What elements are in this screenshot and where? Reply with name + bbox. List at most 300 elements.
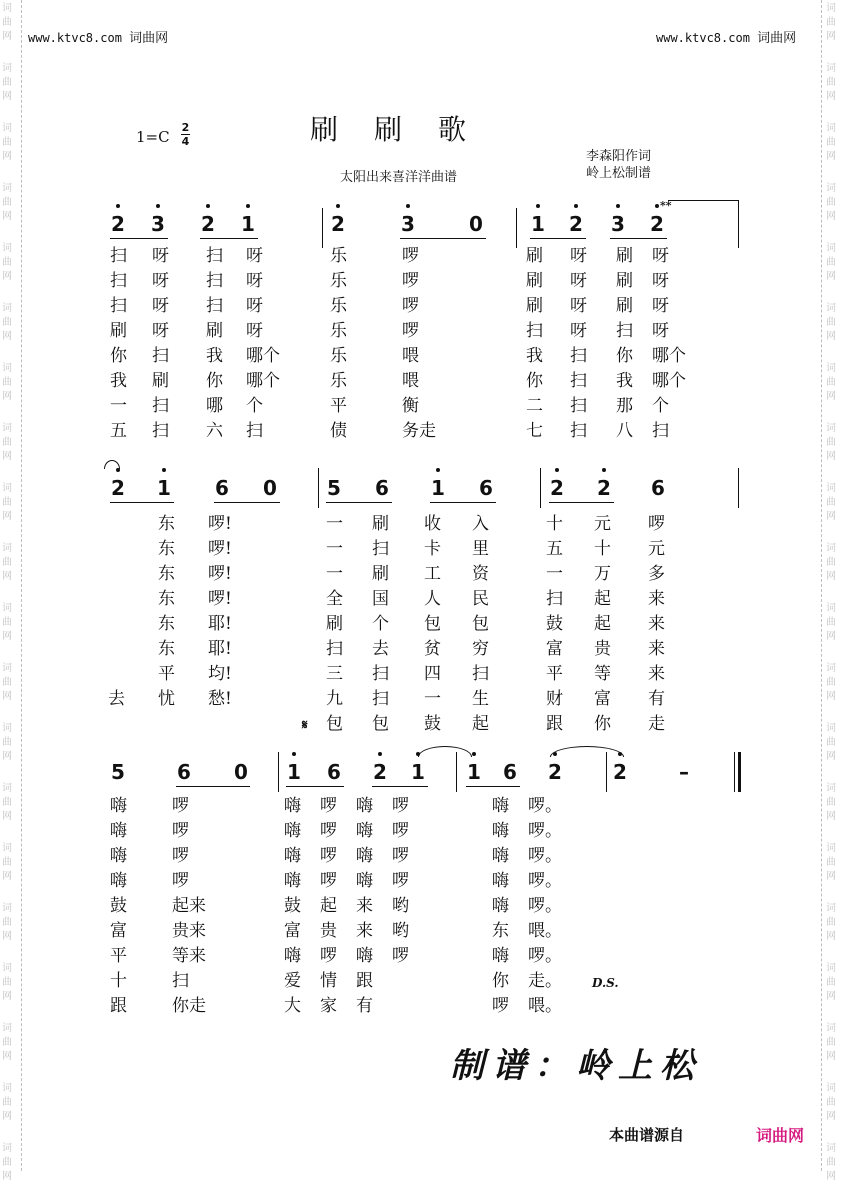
note: 5: [111, 760, 125, 784]
watermark-glyph: 网: [2, 391, 12, 402]
lyric-syllable: 嗨: [110, 846, 127, 866]
lyric-syllable: 嗨: [284, 821, 301, 841]
watermark-glyph: 网: [2, 151, 12, 162]
lyric-syllable: 乐: [330, 271, 347, 291]
watermark-glyph: 词: [826, 303, 836, 314]
lyric-syllable: 啰!: [208, 539, 232, 559]
lyric-syllable: 啰: [402, 271, 419, 291]
lyric-syllable: 东: [158, 614, 175, 634]
watermark-glyph: 曲: [2, 677, 12, 688]
lyric-syllable: 扫: [546, 589, 563, 609]
lyric-syllable: 扫: [570, 421, 587, 441]
lyric-syllable: 七: [526, 421, 543, 441]
lyric-syllable: 等: [594, 664, 611, 684]
barline: [456, 752, 457, 792]
watermark-glyph: 词: [826, 363, 836, 374]
watermark-glyph: 词: [826, 843, 836, 854]
watermark-glyph: 曲: [2, 617, 12, 628]
lyric-syllable: 愁!: [208, 689, 232, 709]
watermark-glyph: 词: [2, 1023, 12, 1034]
lyric-syllable: 呀: [570, 246, 587, 266]
tie-slur: [418, 746, 472, 757]
note: 3: [610, 214, 626, 234]
watermark-glyph: 网: [2, 751, 12, 762]
lyric-syllable: 呀: [246, 271, 263, 291]
watermark-glyph: 词: [2, 783, 12, 794]
lyric-syllable: 你: [206, 371, 223, 391]
octave-dot: [436, 468, 440, 472]
octave-dot: [602, 468, 606, 472]
lyric-syllable: 嗨: [492, 896, 509, 916]
lyric-syllable: 扫: [372, 689, 389, 709]
lyric-syllable: 万: [594, 564, 611, 584]
left-dashed-margin: [21, 0, 22, 1171]
lyric-syllable: 刷: [326, 614, 343, 634]
watermark-glyph: 曲: [2, 437, 12, 448]
lyric-syllable: 呀: [246, 246, 263, 266]
site-url-left: www.ktvc8.com 词曲网: [28, 31, 169, 46]
lyric-syllable: 啰: [392, 846, 409, 866]
watermark-glyph: 网: [2, 571, 12, 582]
lyric-syllable: 呀: [652, 246, 669, 266]
lyric-syllable: 爱: [284, 971, 301, 991]
lyric-syllable: 嗨: [110, 871, 127, 891]
lyric-syllable: 一: [326, 514, 343, 534]
note: 1: [410, 762, 426, 782]
octave-dot: [292, 752, 296, 756]
lyric-syllable: 啰。: [528, 946, 562, 966]
lyric-syllable: 多: [648, 564, 665, 584]
note: 6: [375, 476, 389, 500]
octave-dot: [336, 204, 340, 208]
watermark-glyph: 曲: [826, 77, 836, 88]
beam-underline: [372, 786, 428, 787]
lyric-syllable: 富: [284, 921, 301, 941]
lyric-syllable: 嗨: [284, 946, 301, 966]
beam-underline: [214, 502, 280, 503]
lyric-syllable: 呀: [652, 271, 669, 291]
arranger: 岭上松制谱: [586, 166, 652, 181]
lyric-syllable: 起: [594, 614, 611, 634]
note: 1: [530, 214, 546, 234]
note: 6: [503, 760, 517, 784]
lyric-syllable: 一: [326, 539, 343, 559]
lyric-syllable: 那: [616, 396, 633, 416]
watermark-glyph: 网: [826, 451, 836, 462]
barline: [516, 208, 517, 248]
octave-dot: [162, 468, 166, 472]
watermark-glyph: 词: [826, 183, 836, 194]
lyric-syllable: 你: [616, 346, 633, 366]
lyric-syllable: 鼓: [424, 714, 441, 734]
watermark-glyph: 词: [2, 963, 12, 974]
lyric-syllable: 你: [110, 346, 127, 366]
watermark-glyph: 词: [2, 903, 12, 914]
watermark-glyph: 词: [826, 603, 836, 614]
lyric-syllable: 里: [472, 539, 489, 559]
watermark-glyph: 曲: [826, 617, 836, 628]
lyric-syllable: 呀: [152, 296, 169, 316]
watermark-glyph: 曲: [2, 197, 12, 208]
watermark-glyph: 网: [826, 871, 836, 882]
lyric-syllable: 扫: [152, 396, 169, 416]
trill-mark: **: [660, 199, 672, 212]
lyric-syllable: 大: [284, 996, 301, 1016]
lyric-syllable: 乐: [330, 371, 347, 391]
lyric-syllable: 生: [472, 689, 489, 709]
beam-underline: [610, 238, 667, 239]
lyric-syllable: 嗨: [356, 846, 373, 866]
lyric-syllable: 啰: [320, 871, 337, 891]
site-url-right: www.ktvc8.com 词曲网: [656, 31, 797, 46]
lyric-syllable: 乐: [330, 296, 347, 316]
watermark-glyph: 曲: [826, 197, 836, 208]
octave-dot: [206, 204, 210, 208]
lyric-syllable: 呀: [570, 271, 587, 291]
key-signature: 1=C: [136, 128, 170, 146]
source-label: 本曲谱源自: [609, 1126, 685, 1144]
watermark-glyph: 词: [826, 243, 836, 254]
watermark-glyph: 词: [826, 723, 836, 734]
lyric-syllable: 富: [546, 639, 563, 659]
lyric-syllable: 呀: [152, 321, 169, 341]
song-subtitle: 太阳出来喜洋洋曲谱: [340, 170, 458, 185]
lyric-syllable: 元: [648, 539, 665, 559]
lyric-syllable: 一: [424, 689, 441, 709]
lyric-syllable: 你: [492, 971, 509, 991]
lyric-syllable: 家: [320, 996, 337, 1016]
watermark-glyph: 词: [2, 483, 12, 494]
lyric-syllable: 忧: [158, 689, 175, 709]
lyric-syllable: 啰: [392, 796, 409, 816]
lyric-syllable: 嗨: [284, 846, 301, 866]
lyric-syllable: 嗨: [356, 821, 373, 841]
lyric-syllable: 富: [110, 921, 127, 941]
lyric-syllable: 务走: [402, 421, 436, 441]
left-watermark-strip: [0, 0, 18, 1182]
lyric-syllable: 工: [424, 564, 441, 584]
lyric-syllable: 等来: [172, 946, 206, 966]
watermark-glyph: 网: [2, 1171, 12, 1182]
note: –: [679, 760, 689, 784]
lyric-syllable: 贫: [424, 639, 441, 659]
watermark-glyph: 曲: [826, 677, 836, 688]
watermark-glyph: 曲: [826, 437, 836, 448]
lyric-syllable: 贵来: [172, 921, 206, 941]
lyric-syllable: 呀: [570, 321, 587, 341]
watermark-glyph: 词: [2, 363, 12, 374]
barline: [738, 200, 739, 248]
barline: [278, 752, 279, 792]
lyric-syllable: 嗨: [110, 796, 127, 816]
watermark-glyph: 曲: [826, 497, 836, 508]
lyric-syllable: 哪个: [652, 346, 686, 366]
lyric-syllable: 债: [330, 421, 347, 441]
lyric-syllable: 刷: [526, 271, 543, 291]
octave-dot: [555, 468, 559, 472]
lyric-syllable: 呀: [652, 296, 669, 316]
lyric-syllable: 啰: [402, 321, 419, 341]
lyric-syllable: 扫: [172, 971, 189, 991]
watermark-glyph: 词: [2, 243, 12, 254]
lyric-syllable: 扫: [570, 396, 587, 416]
lyric-syllable: 刷: [110, 321, 127, 341]
watermark-glyph: 网: [826, 691, 836, 702]
lyric-syllable: 富: [594, 689, 611, 709]
note: 1: [240, 214, 256, 234]
lyric-syllable: 你: [526, 371, 543, 391]
lyric-syllable: 包: [424, 614, 441, 634]
note: 1: [430, 478, 446, 498]
source-brand: 词曲网: [756, 1126, 805, 1145]
watermark-glyph: 网: [2, 691, 12, 702]
watermark-glyph: 网: [2, 931, 12, 942]
lyric-syllable: 东: [158, 589, 175, 609]
watermark-glyph: 词: [826, 483, 836, 494]
lyric-syllable: 啰。: [528, 896, 562, 916]
watermark-glyph: 曲: [826, 257, 836, 268]
lyric-syllable: 扫: [206, 271, 223, 291]
right-watermark-strip: [824, 0, 842, 1182]
lyric-syllable: 呀: [152, 271, 169, 291]
lyric-syllable: 个: [652, 396, 669, 416]
watermark-glyph: 词: [826, 543, 836, 554]
note: 6: [651, 476, 665, 500]
watermark-glyph: 曲: [826, 857, 836, 868]
lyric-syllable: 乐: [330, 346, 347, 366]
watermark-glyph: 网: [2, 631, 12, 642]
lyric-syllable: 一: [326, 564, 343, 584]
watermark-glyph: 词: [826, 123, 836, 134]
lyric-syllable: 呀: [152, 246, 169, 266]
lyric-syllable: 扫: [110, 296, 127, 316]
watermark-glyph: 曲: [826, 917, 836, 928]
watermark-glyph: 词: [2, 603, 12, 614]
lyric-syllable: 啰: [492, 996, 509, 1016]
watermark-glyph: 曲: [2, 377, 12, 388]
volta-bracket: [668, 200, 738, 201]
octave-dot: [116, 204, 120, 208]
lyric-syllable: 平: [546, 664, 563, 684]
watermark-glyph: 曲: [826, 797, 836, 808]
watermark-glyph: 词: [2, 663, 12, 674]
octave-dot: [406, 204, 410, 208]
lyric-syllable: 刷: [526, 296, 543, 316]
watermark-glyph: 网: [826, 211, 836, 222]
lyric-syllable: 衡: [402, 396, 419, 416]
lyric-syllable: 啰: [320, 946, 337, 966]
lyric-syllable: 平: [158, 664, 175, 684]
watermark-glyph: 词: [2, 723, 12, 734]
lyric-syllable: 扫: [152, 346, 169, 366]
lyric-syllable: 扫: [246, 421, 263, 441]
watermark-glyph: 词: [2, 543, 12, 554]
lyric-syllable: 啰: [402, 296, 419, 316]
lyric-syllable: 啰。: [528, 821, 562, 841]
lyric-syllable: 平: [110, 946, 127, 966]
lyric-syllable: 全: [326, 589, 343, 609]
lyric-syllable: 跟: [356, 971, 373, 991]
lyric-syllable: 十: [110, 971, 127, 991]
lyric-syllable: 鼓: [284, 896, 301, 916]
note: 6: [327, 760, 341, 784]
lyric-syllable: 啰!: [208, 514, 232, 534]
watermark-glyph: 网: [2, 451, 12, 462]
tie-slur: [104, 460, 120, 469]
lyric-syllable: 啰: [320, 796, 337, 816]
lyric-syllable: 入: [472, 514, 489, 534]
lyric-syllable: 去: [108, 689, 125, 709]
watermark-glyph: 网: [826, 271, 836, 282]
lyric-syllable: 个: [246, 396, 263, 416]
watermark-glyph: 词: [826, 1083, 836, 1094]
note: 6: [177, 760, 191, 784]
watermark-glyph: 曲: [2, 557, 12, 568]
lyric-syllable: 民: [472, 589, 489, 609]
lyricist: 李森阳作词: [586, 149, 652, 164]
lyric-syllable: 嗨: [356, 871, 373, 891]
lyric-syllable: 十: [546, 514, 563, 534]
barline: [738, 468, 739, 508]
watermark-glyph: 网: [826, 991, 836, 1002]
note: 1: [286, 762, 302, 782]
note: 0: [234, 760, 248, 784]
lyric-syllable: 扫: [152, 421, 169, 441]
watermark-glyph: 曲: [826, 1157, 836, 1168]
watermark-glyph: 网: [826, 511, 836, 522]
note: 2: [612, 762, 628, 782]
lyric-syllable: 去: [372, 639, 389, 659]
lyric-syllable: 扫: [570, 346, 587, 366]
lyric-syllable: 财: [546, 689, 563, 709]
right-dashed-margin: [821, 0, 822, 1171]
segno-sign: 𝄋: [302, 718, 308, 733]
lyric-syllable: 啰: [392, 946, 409, 966]
lyric-syllable: 扫: [326, 639, 343, 659]
lyric-syllable: 包: [472, 614, 489, 634]
lyric-syllable: 一: [546, 564, 563, 584]
beam-underline: [400, 238, 486, 239]
lyric-syllable: 啰: [392, 821, 409, 841]
lyric-syllable: 呀: [652, 321, 669, 341]
watermark-glyph: 曲: [2, 977, 12, 988]
octave-dot: [574, 204, 578, 208]
watermark-glyph: 网: [826, 571, 836, 582]
song-title: 刷刷歌: [310, 113, 503, 146]
watermark-glyph: 曲: [826, 1037, 836, 1048]
lyric-syllable: 一: [110, 396, 127, 416]
watermark-glyph: 网: [826, 751, 836, 762]
lyric-syllable: 刷: [616, 271, 633, 291]
barline: [606, 752, 607, 792]
watermark-glyph: 曲: [2, 1037, 12, 1048]
lyric-syllable: 扫: [372, 664, 389, 684]
watermark-glyph: 网: [2, 1051, 12, 1062]
watermark-glyph: 词: [826, 423, 836, 434]
watermark-glyph: 网: [826, 1171, 836, 1182]
note: 2: [372, 762, 388, 782]
arranger-signature: 制谱：岭上松: [450, 1046, 702, 1086]
lyric-syllable: 东: [158, 639, 175, 659]
lyric-syllable: 啰: [320, 821, 337, 841]
lyric-syllable: 贵: [320, 921, 337, 941]
lyric-syllable: 啰: [172, 846, 189, 866]
final-barline-thin: [734, 752, 735, 792]
lyric-syllable: 嗨: [110, 821, 127, 841]
watermark-glyph: 曲: [826, 377, 836, 388]
lyric-syllable: 东: [158, 564, 175, 584]
watermark-glyph: 词: [826, 1143, 836, 1154]
lyric-syllable: 包: [326, 714, 343, 734]
watermark-glyph: 网: [826, 631, 836, 642]
watermark-glyph: 词: [826, 663, 836, 674]
lyric-syllable: 鼓: [110, 896, 127, 916]
octave-dot: [536, 204, 540, 208]
barline: [318, 468, 319, 508]
lyric-syllable: 五: [546, 539, 563, 559]
octave-dot: [156, 204, 160, 208]
octave-dot: [378, 752, 382, 756]
watermark-glyph: 曲: [826, 557, 836, 568]
note: 6: [215, 476, 229, 500]
lyric-syllable: 刷: [372, 514, 389, 534]
watermark-glyph: 曲: [2, 77, 12, 88]
lyric-syllable: 包: [372, 714, 389, 734]
lyric-syllable: 起: [594, 589, 611, 609]
lyric-syllable: 有: [648, 689, 665, 709]
lyric-syllable: 刷: [526, 246, 543, 266]
watermark-glyph: 网: [2, 211, 12, 222]
lyric-syllable: 扫: [206, 296, 223, 316]
lyric-syllable: 十: [594, 539, 611, 559]
watermark-glyph: 词: [2, 1083, 12, 1094]
beam-underline: [286, 786, 344, 787]
note: 1: [156, 478, 172, 498]
watermark-glyph: 网: [826, 391, 836, 402]
final-barline-thick: [738, 752, 741, 792]
lyric-syllable: 嗨: [284, 796, 301, 816]
watermark-glyph: 曲: [2, 257, 12, 268]
beam-underline: [110, 238, 168, 239]
note: 0: [263, 476, 277, 500]
lyric-syllable: 我: [526, 346, 543, 366]
watermark-glyph: 词: [2, 423, 12, 434]
lyric-syllable: 嗨: [492, 821, 509, 841]
watermark-glyph: 曲: [2, 797, 12, 808]
watermark-glyph: 网: [826, 31, 836, 42]
lyric-syllable: 哟: [392, 896, 409, 916]
lyric-syllable: 人: [424, 589, 441, 609]
watermark-glyph: 网: [2, 1111, 12, 1122]
lyric-syllable: 扫: [472, 664, 489, 684]
lyric-syllable: 扫: [110, 271, 127, 291]
lyric-syllable: 八: [616, 421, 633, 441]
watermark-glyph: 词: [826, 3, 836, 14]
watermark-glyph: 曲: [2, 737, 12, 748]
lyric-syllable: 扫: [372, 539, 389, 559]
watermark-glyph: 网: [2, 811, 12, 822]
barline: [322, 208, 323, 248]
lyric-syllable: 起: [472, 714, 489, 734]
note: 2: [547, 762, 563, 782]
lyric-syllable: 来: [356, 921, 373, 941]
lyric-syllable: 耶!: [208, 639, 232, 659]
octave-dot: [472, 752, 476, 756]
lyric-syllable: 均!: [208, 664, 232, 684]
lyric-syllable: 扫: [526, 321, 543, 341]
watermark-glyph: 网: [2, 991, 12, 1002]
lyric-syllable: 啰: [172, 871, 189, 891]
